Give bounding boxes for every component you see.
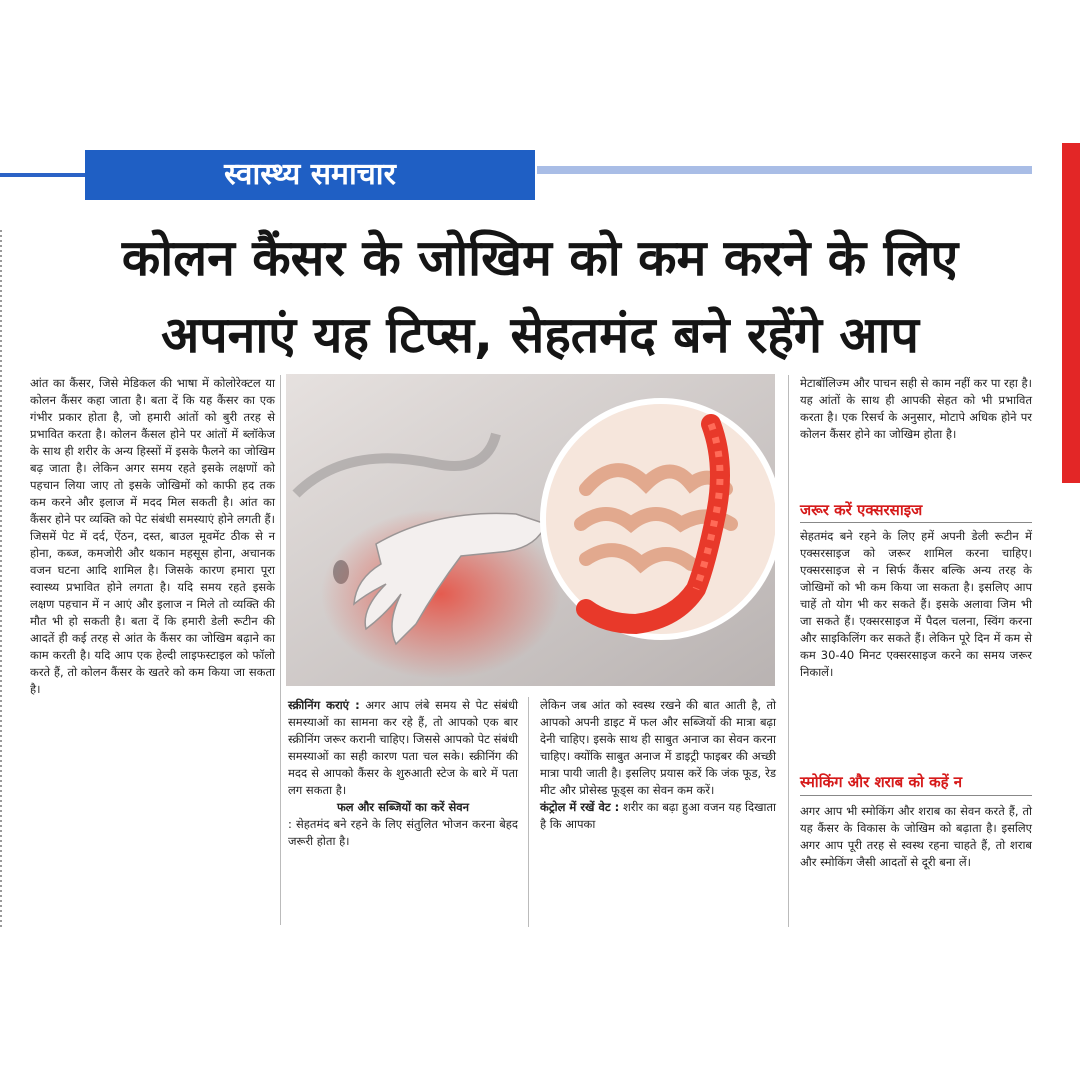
smoking-subhead-rule (800, 795, 1032, 796)
article-photo (286, 374, 775, 686)
fruit-subhead: फल और सब्जियों का करें सेवन (336, 800, 470, 814)
article-column-4-top (800, 375, 1032, 443)
article-column-2 (288, 697, 518, 850)
abdomen-illustration (286, 374, 775, 686)
screening-paragraph (288, 697, 518, 799)
article-column-3 (540, 697, 776, 833)
screening-text: अगर आप लंबे समय से पेट संबंधी समस्याओं का सामना कर रहे हैं, तो आपको एक बार स्क्रीनिंग जरूर करानी चाहिए। जिससे आपको पेट संबंधी समस्याओं का सही कारण पता चल सके। स्क्रीनिंग की मदद से आपको कैंसर के शुरुआती स्टेज के बारे में पता लग सकता है। (288, 698, 518, 797)
headline-line-2: अपनाएं यह टिप्स, सेहतमंद बने रहेंगे आप (161, 306, 919, 364)
article-column-4-smoking (800, 803, 1032, 871)
column-3-text: लेकिन जब आंत को स्वस्थ रखने की बात आती है, तो आपको अपनी डाइट में फल और सब्जियों की मात्रा बढ़ा देनी चाहिए। इसके साथ ही साबुत अनाज का सेवन करना चाहिए। क्योंकि साबुत अनाज में डाइट्री फाइबर की अच्छी मात्रा पायी जाती है। इसलिए प्रयास करें कि जंक फूड, रेड मीट और प्रोसेस्ड फूड्स का सेवन कम करें। (540, 698, 776, 797)
column-rule-3 (788, 375, 789, 927)
weight-text: शरीर का बढ़ा हुआ वजन यह दिखाता है कि आपका (540, 800, 777, 831)
exercise-subhead-rule (800, 522, 1032, 523)
smoking-subhead: स्मोकिंग और शराब को कहें न (800, 773, 963, 791)
column-rule-1 (280, 375, 281, 925)
banner-rule-right (537, 166, 1032, 174)
headline-line-1: कोलन कैंसर के जोखिम को कम करने के लिए (121, 229, 959, 287)
page-edge-dots (0, 230, 2, 930)
column-4-text: मेटाबॉलिज्म और पाचन सही से काम नहीं कर पा रहा है। यह आंतों के साथ ही आपकी सेहत को भी प्रभावित करता है। एक रिसर्च के अनुसार, मोटापे अधिक होने पर कोलन कैंसर होने का जोखिम होता है। (800, 376, 1032, 441)
article-column-4-exercise (800, 528, 1032, 681)
banner-rule-left (0, 173, 85, 177)
exercise-subhead: जरूर करें एक्सरसाइज (800, 501, 923, 519)
exercise-text: सेहतमंद बने रहने के लिए हमें अपनी डेली रूटीन में एक्सरसाइज को जरूर शामिल करना चाहिए। एक्सरसाइज से न सिर्फ कैंसर बल्कि अन्य तरह के जोखिमों को भी कम किया जा सकता है। इसलिए आप चाहें तो योग भी कर सकते हैं। इसके अलावा जिम भी जा सकते हैं। एक्सरसाइज में पैदल चलना, स्विंग करना और साइकिलिंग कर सकते हैं। लेकिन पूरे दिन में कम से कम 30-40 मिनट एक्सरसाइज करने का समय जरूर निकालें। (800, 529, 1032, 679)
weight-paragraph (540, 799, 776, 833)
fruit-text: : सेहतमंद बने रहने के लिए संतुलित भोजन करना बेहद जरूरी होता है। (288, 817, 518, 848)
weight-subhead: कंट्रोल में रखें वेट : (540, 800, 620, 814)
section-banner: स्वास्थ्य समाचार (85, 150, 535, 200)
screening-subhead: स्क्रीनिंग कराएं : (288, 698, 360, 712)
column-1-text: आंत का कैंसर, जिसे मेडिकल की भाषा में कोलोरेक्टल या कोलन कैंसर कहा जाता है। बता दें कि यह कैंसर का एक गंभीर प्रकार होता है, जो हमारी आंतों को बुरी तरह से प्रभावित करता है। कोलन कैंसल होने पर आंतों में ब्लॉकेज के साथ ही शरीर के अन्य हिस्सों में इसके फैलने का जोखिम बढ़ जाता है। लेकिन अगर समय रहते इसके लक्षणों को पहचान लिया जाए तो इसके जोखिमों को काफी हद तक कम करने और इलाज में मदद मिल सकती है। आंत का कैंसर होने पर व्यक्ति को पेट संबंधी समस्याएं होने लगती हैं। जिसमें पेट में दर्द, ऐंठन, दस्त, बाउल मूवमेंट ठीक से न होना, कब्ज, कमजोरी और थकान महसूस होना, अचानक वजन घटना आदि शामिल है। जिसके कारण हमारा पूरा स्वास्थ्य प्रभावित होने लगता है। यदि समय रहते इसके लक्षण पहचान में न आएं और इलाज न मिले तो व्यक्ति की मौत भी हो सकती है। बता दें कि हमारी डेली रूटीन की आदतें ही कई तरह से आंत के कैंसर का जोखिम बढ़ाने का काम करती है। यदि आप एक हेल्दी लाइफस्टाइल को फॉलो करते हैं, तो कोलन कैंसर के खतरे को कम किया जा सकता है। (30, 376, 275, 696)
smoking-text: अगर आप भी स्मोकिंग और शराब का सेवन करते हैं, तो यह कैंसर के विकास के जोखिम को बढ़ाता है। इसलिए अगर आप पूरी तरह से स्वस्थ रहना चाहते हैं, तो शराब और स्मोकिंग जैसी आदतों से दूरी बना लें। (800, 804, 1032, 869)
column-rule-2 (528, 697, 529, 927)
article-column-1 (30, 375, 275, 698)
